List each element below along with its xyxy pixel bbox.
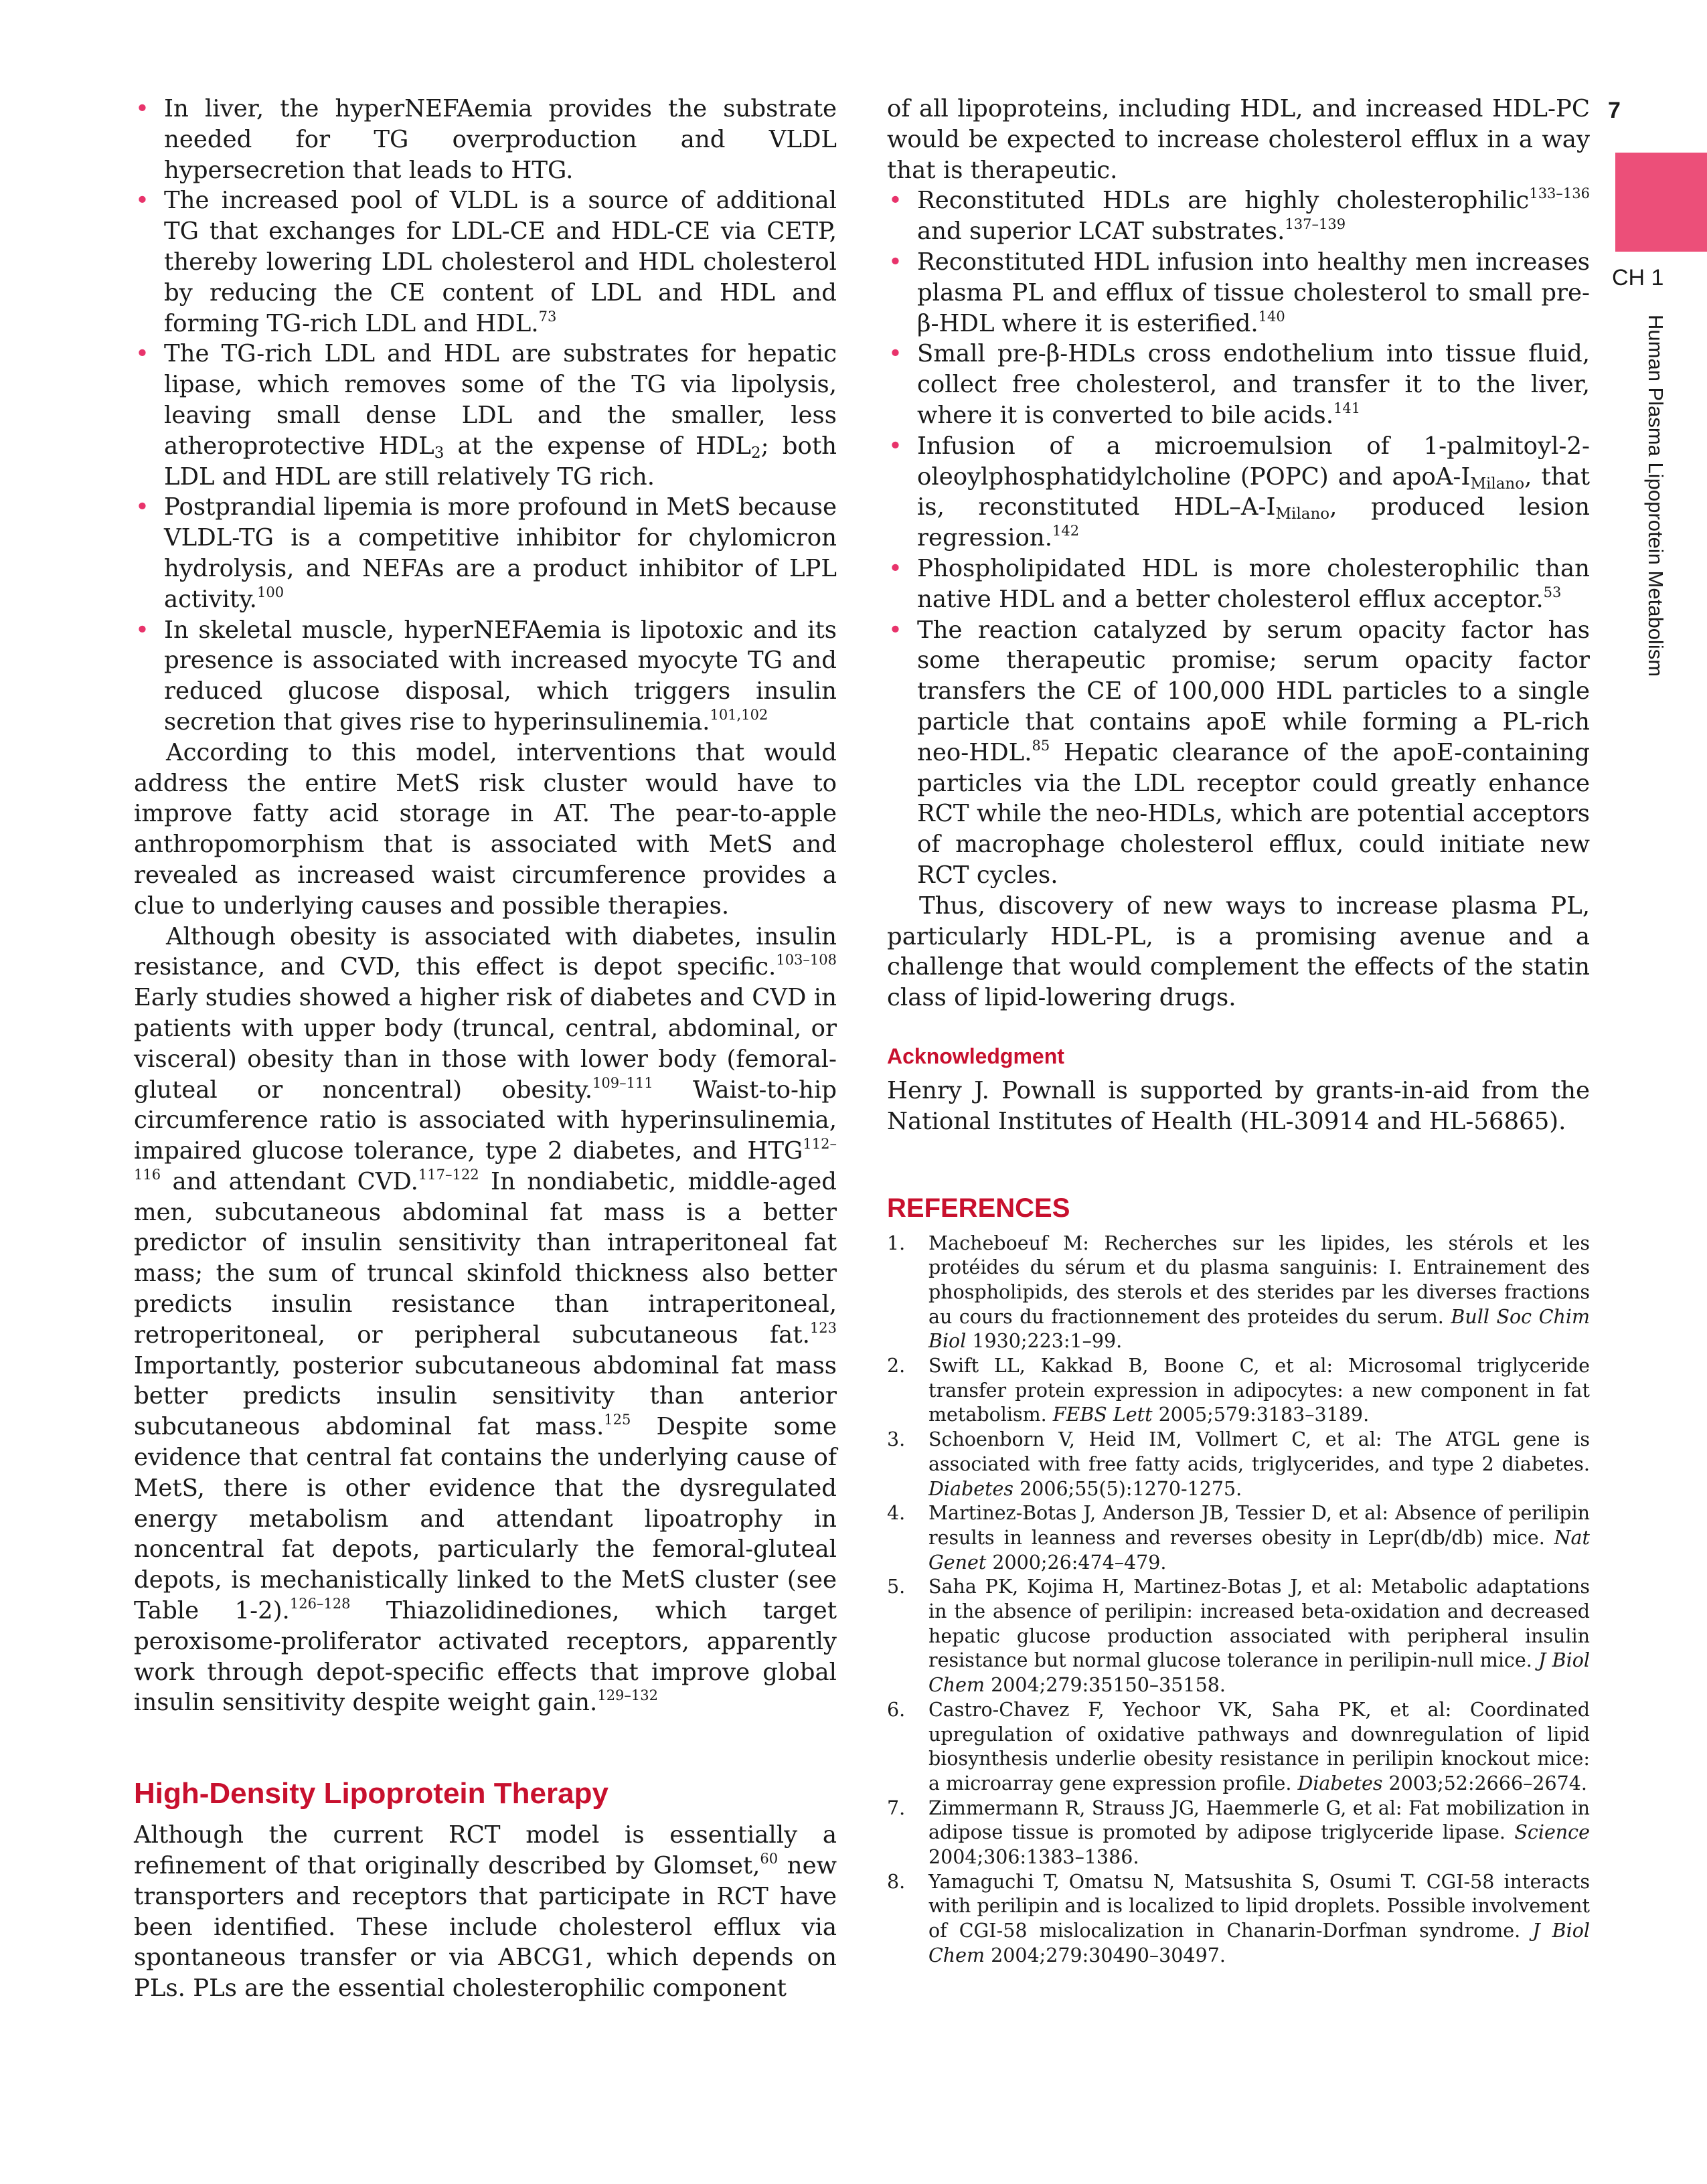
hdl-therapy-heading: High-Density Lipoprotein Therapy [134,1777,608,1811]
list-item: • The TG-rich LDL and HDL are substrates for hepatic lipase, which removes some of the TG via lipolysis, leaving small dense LDL and the smaller, less atheroprotective $HDL_3$ at the expense of $HDL_2$; both LDL and HDL are still relatively TG rich. [134,339,837,492]
model-paragraph: According to this model, interventions that would address the entire MetS risk cluster would have to improve fatty acid storage in AT. The pear-to-apple anthropomorphism that is associated with MetS and revealed as increased waist circumference provides a clue to underlying causes and possible therapies. [134,738,837,920]
continued-paragraph: of all lipoproteins, including HDL, and increased HDL-PC would be expected to increase cholesterol efflux in a way that is therapeutic. [887,95,1590,184]
list-item: • The reaction catalyzed by serum opacity factor has some therapeutic promise; serum opacity factor transfers the CE of 100,000 HDL particles to a single particle that contains apoE while forming a PL-rich neo-HDL.$^{85}$ Hepatic clearance of the apoE-containing particles via the LDL receptor could greatly enhance RCT while the neo-HDLs, which are potential acceptors of macrophage cholesterol efflux, could initiate new RCT cycles. [887,615,1590,891]
reference-item: 2. Swift LL, Kakkad B, Boone C, et al: Microsomal triglyceride transfer protein expression in adipocytes: a new component in fat metabolism. FEBS Lett 2005;579:3183–3189. [887,1355,1590,1426]
hdl-therapy-paragraph: Although the current RCT model is essentially a refinement of that originally described by Glomset,$^{60}$ new transporters and receptors that participate in RCT have been identified. These include cholesterol efflux via spontaneous transfer or via ABCG1, which depends on PLs. PLs are the essential cholesterophilic component [134,1821,837,2003]
page-number: 7 [1608,98,1621,123]
hdl-bullet-list [887,185,1590,890]
list-item: • Phospholipidated HDL is more cholesterophilic than native HDL and a better cholesterol efflux acceptor.$^{53}$ [887,554,1590,615]
reference-item: 6. Castro-Chavez F, Yechoor VK, Saha PK, et al: Coordinated upregulation of oxidative pathways and downregulation of lipid biosynthesis underlie obesity resistance in perilipin knockout mice: a microarray gene expression profile. Diabetes 2003;52:2666–2674. [887,1698,1590,1794]
thus-paragraph: Thus, discovery of new ways to increase plasma PL, particularly HDL-PL, is a promising avenue and a challenge that would complement the effects of the statin class of lipid-lowering drugs. [887,892,1590,1012]
chapter-tab-block [1615,153,1707,252]
list-item: • Reconstituted HDLs are highly cholesterophilic$^{133-136}$ and superior LCAT substrates.$^{137-139}$ [887,185,1590,247]
reference-item: 7. Zimmermann R, Strauss JG, Haemmerle G, et al: Fat mobilization in adipose tissue is promoted by adipose triglyceride lipase. Science 2004;306:1383–1386. [887,1796,1590,1869]
running-head: Human Plasma Lipoprotein Metabolism [1644,315,1668,677]
left-column [134,94,837,2004]
reference-item: 3. Schoenborn V, Heid IM, Vollmert C, et al: The ATGL gene is associated with free fatty acids, triglycerides, and type 2 diabetes. Diabetes 2006;55(5):1270-1275. [887,1428,1590,1500]
reference-list [887,1232,1590,1968]
acknowledgment-text: Henry J. Pownall is supported by grants-in-aid from the National Institutes of Health (HL-30914 and HL-56865). [887,1076,1590,1135]
list-item: • Reconstituted HDL infusion into healthy men increases plasma PL and efflux of tissue cholesterol to small pre-β-HDL where it is esterified.$^{140}$ [887,247,1590,339]
list-item: • In liver, the hyperNEFAemia provides the substrate needed for TG overproduction and VLDL hypersecretion that leads to HTG. [134,94,837,185]
acknowledgment-heading: Acknowledgment [887,1043,1064,1068]
reference-item: 1. Macheboeuf M: Recherches sur les lipides, les stérols et les protéides du sérum et du plasma sanguinis: I. Entrainement des phospholipids, des sterols et des sterides par les diverses fractions au cours du fractionnement des proteides du serum. Bull Soc Chim Biol 1930;223:1–99. [887,1232,1591,1353]
chapter-label: CH 1 [1612,265,1664,290]
obesity-paragraph: Although obesity is associated with diabetes, insulin resistance, and CVD, this effect is depot specific.$^{103-108}$ Early studies showed a higher risk of diabetes and CVD in patients with upper body (truncal, central, abdominal, or visceral) obesity than in those with lower body (femoral-gluteal or noncentral) obesity.$^{109-111}$ Waist-to-hip circumference ratio is associated with hyperinsulinemia, impaired glucose tolerance, type 2 diabetes, and HTG$^{112-116}$ and attendant CVD.$^{117-122}$ In nondiabetic, middle-aged men, subcutaneous abdominal fat mass is a better predictor of insulin sensitivity than intraperitoneal fat mass; the sum of truncal skinfold thickness also better predicts insulin resistance than intraperitoneal, retroperitoneal, or peripheral subcutaneous fat.$^{123}$ Importantly, posterior subcutaneous abdominal fat mass better predicts insulin sensitivity than anterior subcutaneous abdominal fat mass.$^{125}$ Despite some evidence that central fat contains the underlying cause of MetS, there is other evidence that the dysregulated energy metabolism and attendant lipoatrophy in noncentral fat depots, particularly the femoral-gluteal depots, is mechanistically linked to the MetS cluster (see Table 1-2).$^{126-128}$ Thiazolidinediones, which target peroxisome-proliferator activated receptors, apparently work through depot-specific effects that improve global insulin sensitivity despite weight gain.$^{129-132}$ [134,922,837,1717]
right-column [887,94,1590,1968]
list-item: • Small pre-β-HDLs cross endothelium into tissue fluid, collect free cholesterol, and transfer it to the liver, where it is converted to bile acids.$^{141}$ [887,339,1590,430]
list-item: • Postprandial lipemia is more profound in MetS because VLDL-TG is a competitive inhibitor for chylomicron hydrolysis, and NEFAs are a product inhibitor of LPL activity.$^{100}$ [134,492,837,614]
list-item: • Infusion of a microemulsion of 1-palmitoyl-2-oleoylphosphatidylcholine (POPC) and apoA-$I_{Milano}$, that is, reconstituted HDL–$A-I_{Milano}$, produced lesion regression.$^{142}$ [887,431,1590,554]
list-item: • The increased pool of VLDL is a source of additional TG that exchanges for LDL-CE and HDL-CE via CETP, thereby lowering LDL cholesterol and HDL cholesterol by reducing the CE content of LDL and HDL and forming TG-rich LDL and HDL.$^{73}$ [134,185,837,339]
list-item: • In skeletal muscle, hyperNEFAemia is lipotoxic and its presence is associated with increased myocyte TG and reduced glucose disposal, which triggers insulin secretion that gives rise to hyperinsulinemia.$^{101,102}$ [134,615,837,738]
references-heading: REFERENCES [887,1193,1070,1223]
mets-bullet-list [134,94,837,738]
reference-item: 4. Martinez-Botas J, Anderson JB, Tessier D, et al: Absence of perilipin results in leanness and reverses obesity in Lepr(db/db) mice. Nat Genet 2000;26:474–479. [887,1502,1590,1574]
reference-item: 8. Yamaguchi T, Omatsu N, Matsushita S, Osumi T. CGI-58 interacts with perilipin and is localized to lipid droplets. Possible involvement of CGI-58 mislocalization in Chanarin-Dorfman syndrome. J Biol Chem 2004;279:30490–30497. [887,1870,1590,1966]
reference-item: 5. Saha PK, Kojima H, Martinez-Botas J, et al: Metabolic adaptations in the absence of perilipin: increased beta-oxidation and decreased hepatic glucose production associated with peripheral insulin resistance but normal glucose tolerance in perilipin-null mice. J Biol Chem 2004;279:35150–35158. [887,1576,1590,1697]
